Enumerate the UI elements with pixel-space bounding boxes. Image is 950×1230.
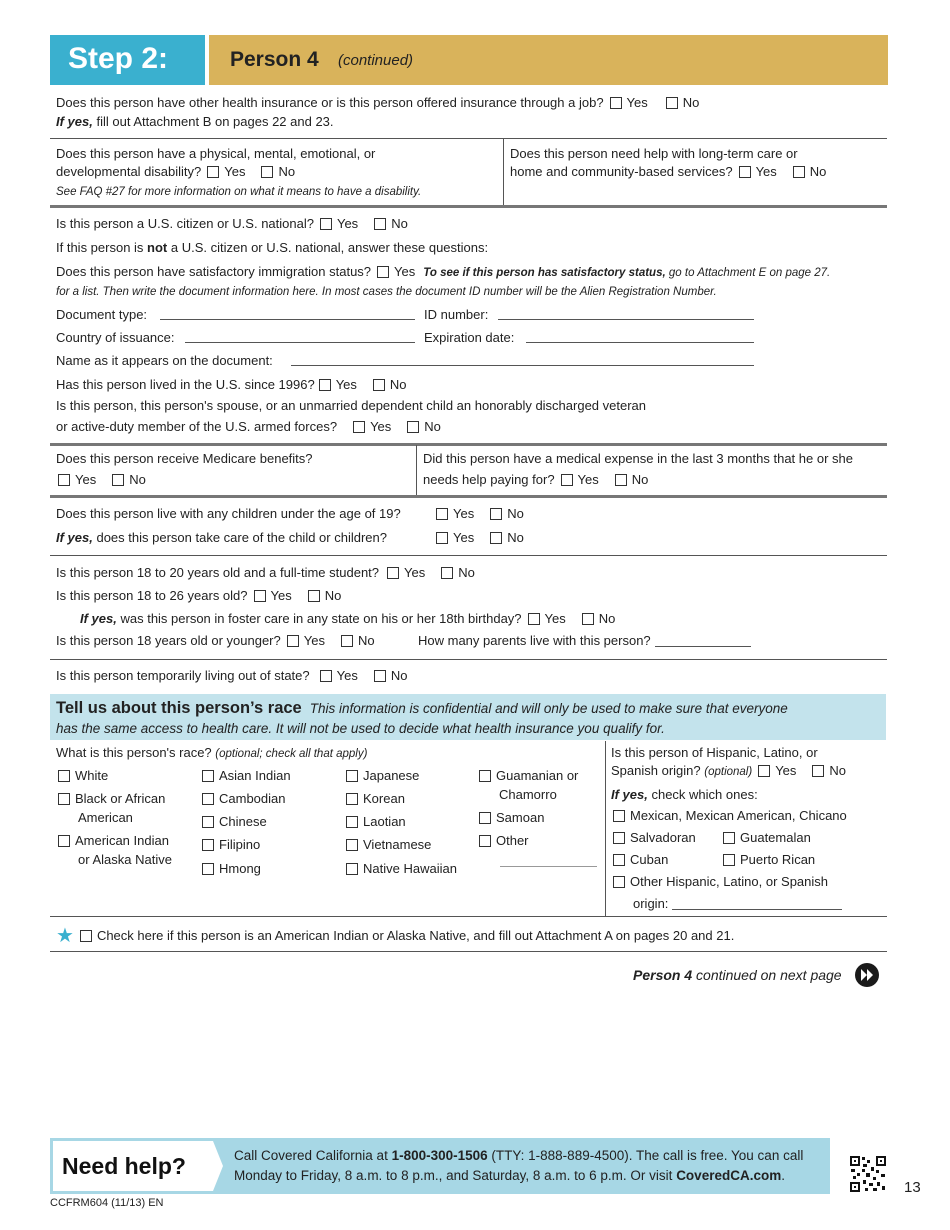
age18-yes-checkbox[interactable] xyxy=(287,635,299,647)
ltc-no-checkbox[interactable] xyxy=(793,166,805,178)
step-label: Step 2: xyxy=(68,42,169,75)
foster-yes-checkbox[interactable] xyxy=(528,613,540,625)
race-option-american-indian: American Indian xyxy=(52,833,169,849)
care-options: Yes No xyxy=(430,530,524,546)
document-type-field[interactable] xyxy=(160,308,415,320)
cambodian-checkbox[interactable] xyxy=(202,793,214,805)
attachment-b-note: If yes, fill out Attachment B on pages 22 and 23. xyxy=(56,114,334,129)
veteran-question-l1: Is this person, this person's spouse, or an unmarried dependent child an honorably discharged veteran xyxy=(56,398,647,413)
divider xyxy=(50,916,887,917)
immigration-question: Does this person have satisfactory immigration status? Yes To see if this person has satisfactory status, go to Attachment E on page 27. xyxy=(56,264,831,279)
asian-indian-checkbox[interactable] xyxy=(202,770,214,782)
medicare-yes-checkbox[interactable] xyxy=(58,474,70,486)
native-hawaiian-checkbox[interactable] xyxy=(346,863,358,875)
children-yes-checkbox[interactable] xyxy=(436,508,448,520)
divider xyxy=(50,205,887,208)
hispanic-option-mexican: Mexican, Mexican American, Chicano xyxy=(607,808,847,824)
guatemalan-checkbox[interactable] xyxy=(723,832,735,844)
race-option-guamanian: Guamanian or xyxy=(473,768,578,784)
country-field[interactable] xyxy=(185,331,415,343)
parents-question: How many parents live with this person? xyxy=(418,633,751,649)
age18-question: Is this person 18 years old or younger? Yes No xyxy=(56,633,375,648)
ltc-question-l2: home and community-based services? Yes No xyxy=(510,164,827,179)
children-options: Yes No xyxy=(430,506,524,522)
out-of-state-question: Is this person temporarily living out of state? Yes No xyxy=(56,668,408,683)
hispanic-option-salvadoran: Salvadoran xyxy=(607,830,696,846)
white-checkbox[interactable] xyxy=(58,770,70,782)
race-option-korean: Korean xyxy=(340,791,405,807)
race-option-samoan: Samoan xyxy=(473,810,544,826)
vietnamese-checkbox[interactable] xyxy=(346,839,358,851)
race-option-hmong: Hmong xyxy=(196,861,261,877)
divider xyxy=(416,445,417,496)
children-question: Does this person live with any children under the age of 19? xyxy=(56,506,401,521)
hispanic-question-l2: Spanish origin? (optional) Yes No xyxy=(611,763,847,778)
parents-field[interactable] xyxy=(655,635,751,647)
race-title-line: Tell us about this person’s race This information is confidential and will only be used to make sure that everyone xyxy=(56,699,788,717)
race-option-other: Other xyxy=(473,833,529,849)
help-title: Need help? xyxy=(62,1153,186,1179)
race-option-japanese: Japanese xyxy=(340,768,419,784)
other-race-field[interactable] xyxy=(500,855,597,867)
race-question: What is this person's race? (optional; check all that apply) xyxy=(56,745,368,760)
citizen-yes-checkbox[interactable] xyxy=(320,218,332,230)
veteran-yes-checkbox[interactable] xyxy=(353,421,365,433)
filipino-checkbox[interactable] xyxy=(202,839,214,851)
help-text-l2: Monday to Friday, 8 a.m. to 8 p.m., and Saturday, 8 a.m. to 6 p.m. Or visit CoveredCA.com. xyxy=(234,1168,785,1183)
korean-checkbox[interactable] xyxy=(346,793,358,805)
race-option-native-hawaiian: Native Hawaiian xyxy=(340,861,457,877)
medical-expense-l2: needs help paying for? Yes No xyxy=(423,472,649,487)
divider xyxy=(50,555,887,556)
race-option-laotian: Laotian xyxy=(340,814,406,830)
other-insurance-question: Does this person have other health insurance or is this person offered insurance through a job? Yes No xyxy=(56,95,700,110)
name-on-document-field[interactable] xyxy=(291,354,754,366)
hispanic-ifyes: If yes, check which ones: xyxy=(611,787,758,802)
puerto-rican-checkbox[interactable] xyxy=(723,854,735,866)
person-title: Person 4 xyxy=(230,48,319,71)
other-hispanic-checkbox[interactable] xyxy=(613,876,625,888)
age18-no-checkbox[interactable] xyxy=(341,635,353,647)
veteran-no-checkbox[interactable] xyxy=(407,421,419,433)
medicare-no-checkbox[interactable] xyxy=(112,474,124,486)
american-indian-checkbox[interactable] xyxy=(58,835,70,847)
hispanic-yes-checkbox[interactable] xyxy=(758,765,770,777)
hispanic-origin-line: origin: xyxy=(633,896,842,912)
divider xyxy=(503,139,504,205)
form-code: CCFRM604 (11/13) EN xyxy=(50,1197,164,1209)
hispanic-option-puerto-rican: Puerto Rican xyxy=(717,852,815,868)
medicare-question: Does this person receive Medicare benefits? xyxy=(56,451,313,466)
divider xyxy=(605,741,606,916)
hmong-checkbox[interactable] xyxy=(202,863,214,875)
continued-label: (continued) xyxy=(338,52,414,69)
lived-question: Has this person lived in the U.S. since 1996? Yes No xyxy=(56,377,407,392)
immigration-yes-checkbox[interactable] xyxy=(377,266,389,278)
medical-expense-no-checkbox[interactable] xyxy=(615,474,627,486)
race-option-american-indian-l2: or Alaska Native xyxy=(78,852,172,867)
id-number-label: ID number: xyxy=(424,307,489,322)
qr-code-icon xyxy=(849,1155,887,1193)
hispanic-origin-field[interactable] xyxy=(672,898,842,910)
student-yes-checkbox[interactable] xyxy=(387,567,399,579)
guamanian-checkbox[interactable] xyxy=(479,770,491,782)
ai-an-checkbox[interactable] xyxy=(80,930,92,942)
ltc-yes-checkbox[interactable] xyxy=(739,166,751,178)
cuban-checkbox[interactable] xyxy=(613,854,625,866)
age26-no-checkbox[interactable] xyxy=(308,590,320,602)
lived-yes-checkbox[interactable] xyxy=(319,379,331,391)
samoan-checkbox[interactable] xyxy=(479,812,491,824)
other-ins-no-checkbox[interactable] xyxy=(666,97,678,109)
race-option-black-l2: American xyxy=(78,810,133,825)
hispanic-option-other: Other Hispanic, Latino, or Spanish xyxy=(607,874,828,890)
race-option-black: Black or African xyxy=(52,791,165,807)
student-no-checkbox[interactable] xyxy=(441,567,453,579)
name-on-document-label: Name as it appears on the document: xyxy=(56,353,273,368)
faq-note: See FAQ #27 for more information on what it means to have a disability. xyxy=(56,186,422,198)
race-option-filipino: Filipino xyxy=(196,837,260,853)
hispanic-option-cuban: Cuban xyxy=(607,852,668,868)
disability-question-l2: developmental disability? Yes No xyxy=(56,164,296,179)
salvadoran-checkbox[interactable] xyxy=(613,832,625,844)
medical-expense-l1: Did this person have a medical expense in the last 3 months that he or she xyxy=(423,451,853,466)
mexican-checkbox[interactable] xyxy=(613,810,625,822)
out-of-state-yes-checkbox[interactable] xyxy=(320,670,332,682)
help-text-l1: Call Covered California at 1-800-300-1506 (TTY: 1-888-889-4500). The call is free. You can call xyxy=(234,1148,804,1163)
id-number-field[interactable] xyxy=(498,308,754,320)
race-option-cambodian: Cambodian xyxy=(196,791,286,807)
race-option-asian-indian: Asian Indian xyxy=(196,768,291,784)
divider xyxy=(50,443,887,446)
star-icon: ★ xyxy=(56,925,74,947)
race-note-l2: has the same access to health care. It will not be used to decide what health insurance you qualify for. xyxy=(56,721,665,736)
race-option-white: White xyxy=(52,768,108,784)
page-number: 13 xyxy=(904,1179,921,1196)
out-of-state-no-checkbox[interactable] xyxy=(374,670,386,682)
black-checkbox[interactable] xyxy=(58,793,70,805)
medicare-options: Yes No xyxy=(52,472,146,488)
foster-no-checkbox[interactable] xyxy=(582,613,594,625)
immigration-note: for a list. Then write the document information here. In most cases the document ID number will be the Alien Registration Number. xyxy=(56,286,717,298)
chinese-checkbox[interactable] xyxy=(202,816,214,828)
country-label: Country of issuance: xyxy=(56,330,175,345)
divider xyxy=(50,951,887,952)
children-no-checkbox[interactable] xyxy=(490,508,502,520)
divider xyxy=(50,659,887,660)
foster-question: If yes, was this person in foster care in any state on his or her 18th birthday? Yes No xyxy=(80,611,616,626)
other-ins-yes-checkbox[interactable] xyxy=(610,97,622,109)
expiration-label: Expiration date: xyxy=(424,330,515,345)
hispanic-no-checkbox[interactable] xyxy=(812,765,824,777)
divider xyxy=(50,138,887,139)
expiration-field[interactable] xyxy=(526,331,754,343)
citizen-question: Is this person a U.S. citizen or U.S. national? Yes No xyxy=(56,216,408,231)
other-race-checkbox[interactable] xyxy=(479,835,491,847)
veteran-question-l2: or active-duty member of the U.S. armed forces? Yes No xyxy=(56,419,441,434)
hispanic-option-guatemalan: Guatemalan xyxy=(717,830,811,846)
age26-yes-checkbox[interactable] xyxy=(254,590,266,602)
not-citizen-note: If this person is not a U.S. citizen or U.S. national, answer these questions: xyxy=(56,240,489,255)
race-option-guamanian-l2: Chamorro xyxy=(499,787,557,802)
ltc-question-l1: Does this person need help with long-term care or xyxy=(510,146,798,161)
student-question: Is this person 18 to 20 years old and a full-time student? Yes No xyxy=(56,565,475,580)
laotian-checkbox[interactable] xyxy=(346,816,358,828)
continued-next-page: Person 4 continued on next page xyxy=(633,967,842,983)
divider xyxy=(50,495,887,498)
help-title-arrow xyxy=(213,1141,223,1191)
document-type-label: Document type: xyxy=(56,307,148,322)
japanese-checkbox[interactable] xyxy=(346,770,358,782)
care-yes-checkbox[interactable] xyxy=(436,532,448,544)
race-option-vietnamese: Vietnamese xyxy=(340,837,431,853)
disability-question-l1: Does this person have a physical, mental, emotional, or xyxy=(56,146,376,161)
care-no-checkbox[interactable] xyxy=(490,532,502,544)
care-question: If yes, does this person take care of the child or children? xyxy=(56,530,387,545)
lived-no-checkbox[interactable] xyxy=(373,379,385,391)
next-page-icon[interactable] xyxy=(855,963,879,987)
race-option-chinese: Chinese xyxy=(196,814,267,830)
ai-an-line: ★ Check here if this person is an American Indian or Alaska Native, and fill out Attachment A on pages 20 and 21. xyxy=(56,925,735,947)
disability-yes-checkbox[interactable] xyxy=(207,166,219,178)
hispanic-question-l1: Is this person of Hispanic, Latino, or xyxy=(611,745,818,760)
age26-question: Is this person 18 to 26 years old? Yes No xyxy=(56,588,342,603)
medical-expense-yes-checkbox[interactable] xyxy=(561,474,573,486)
citizen-no-checkbox[interactable] xyxy=(374,218,386,230)
disability-no-checkbox[interactable] xyxy=(261,166,273,178)
